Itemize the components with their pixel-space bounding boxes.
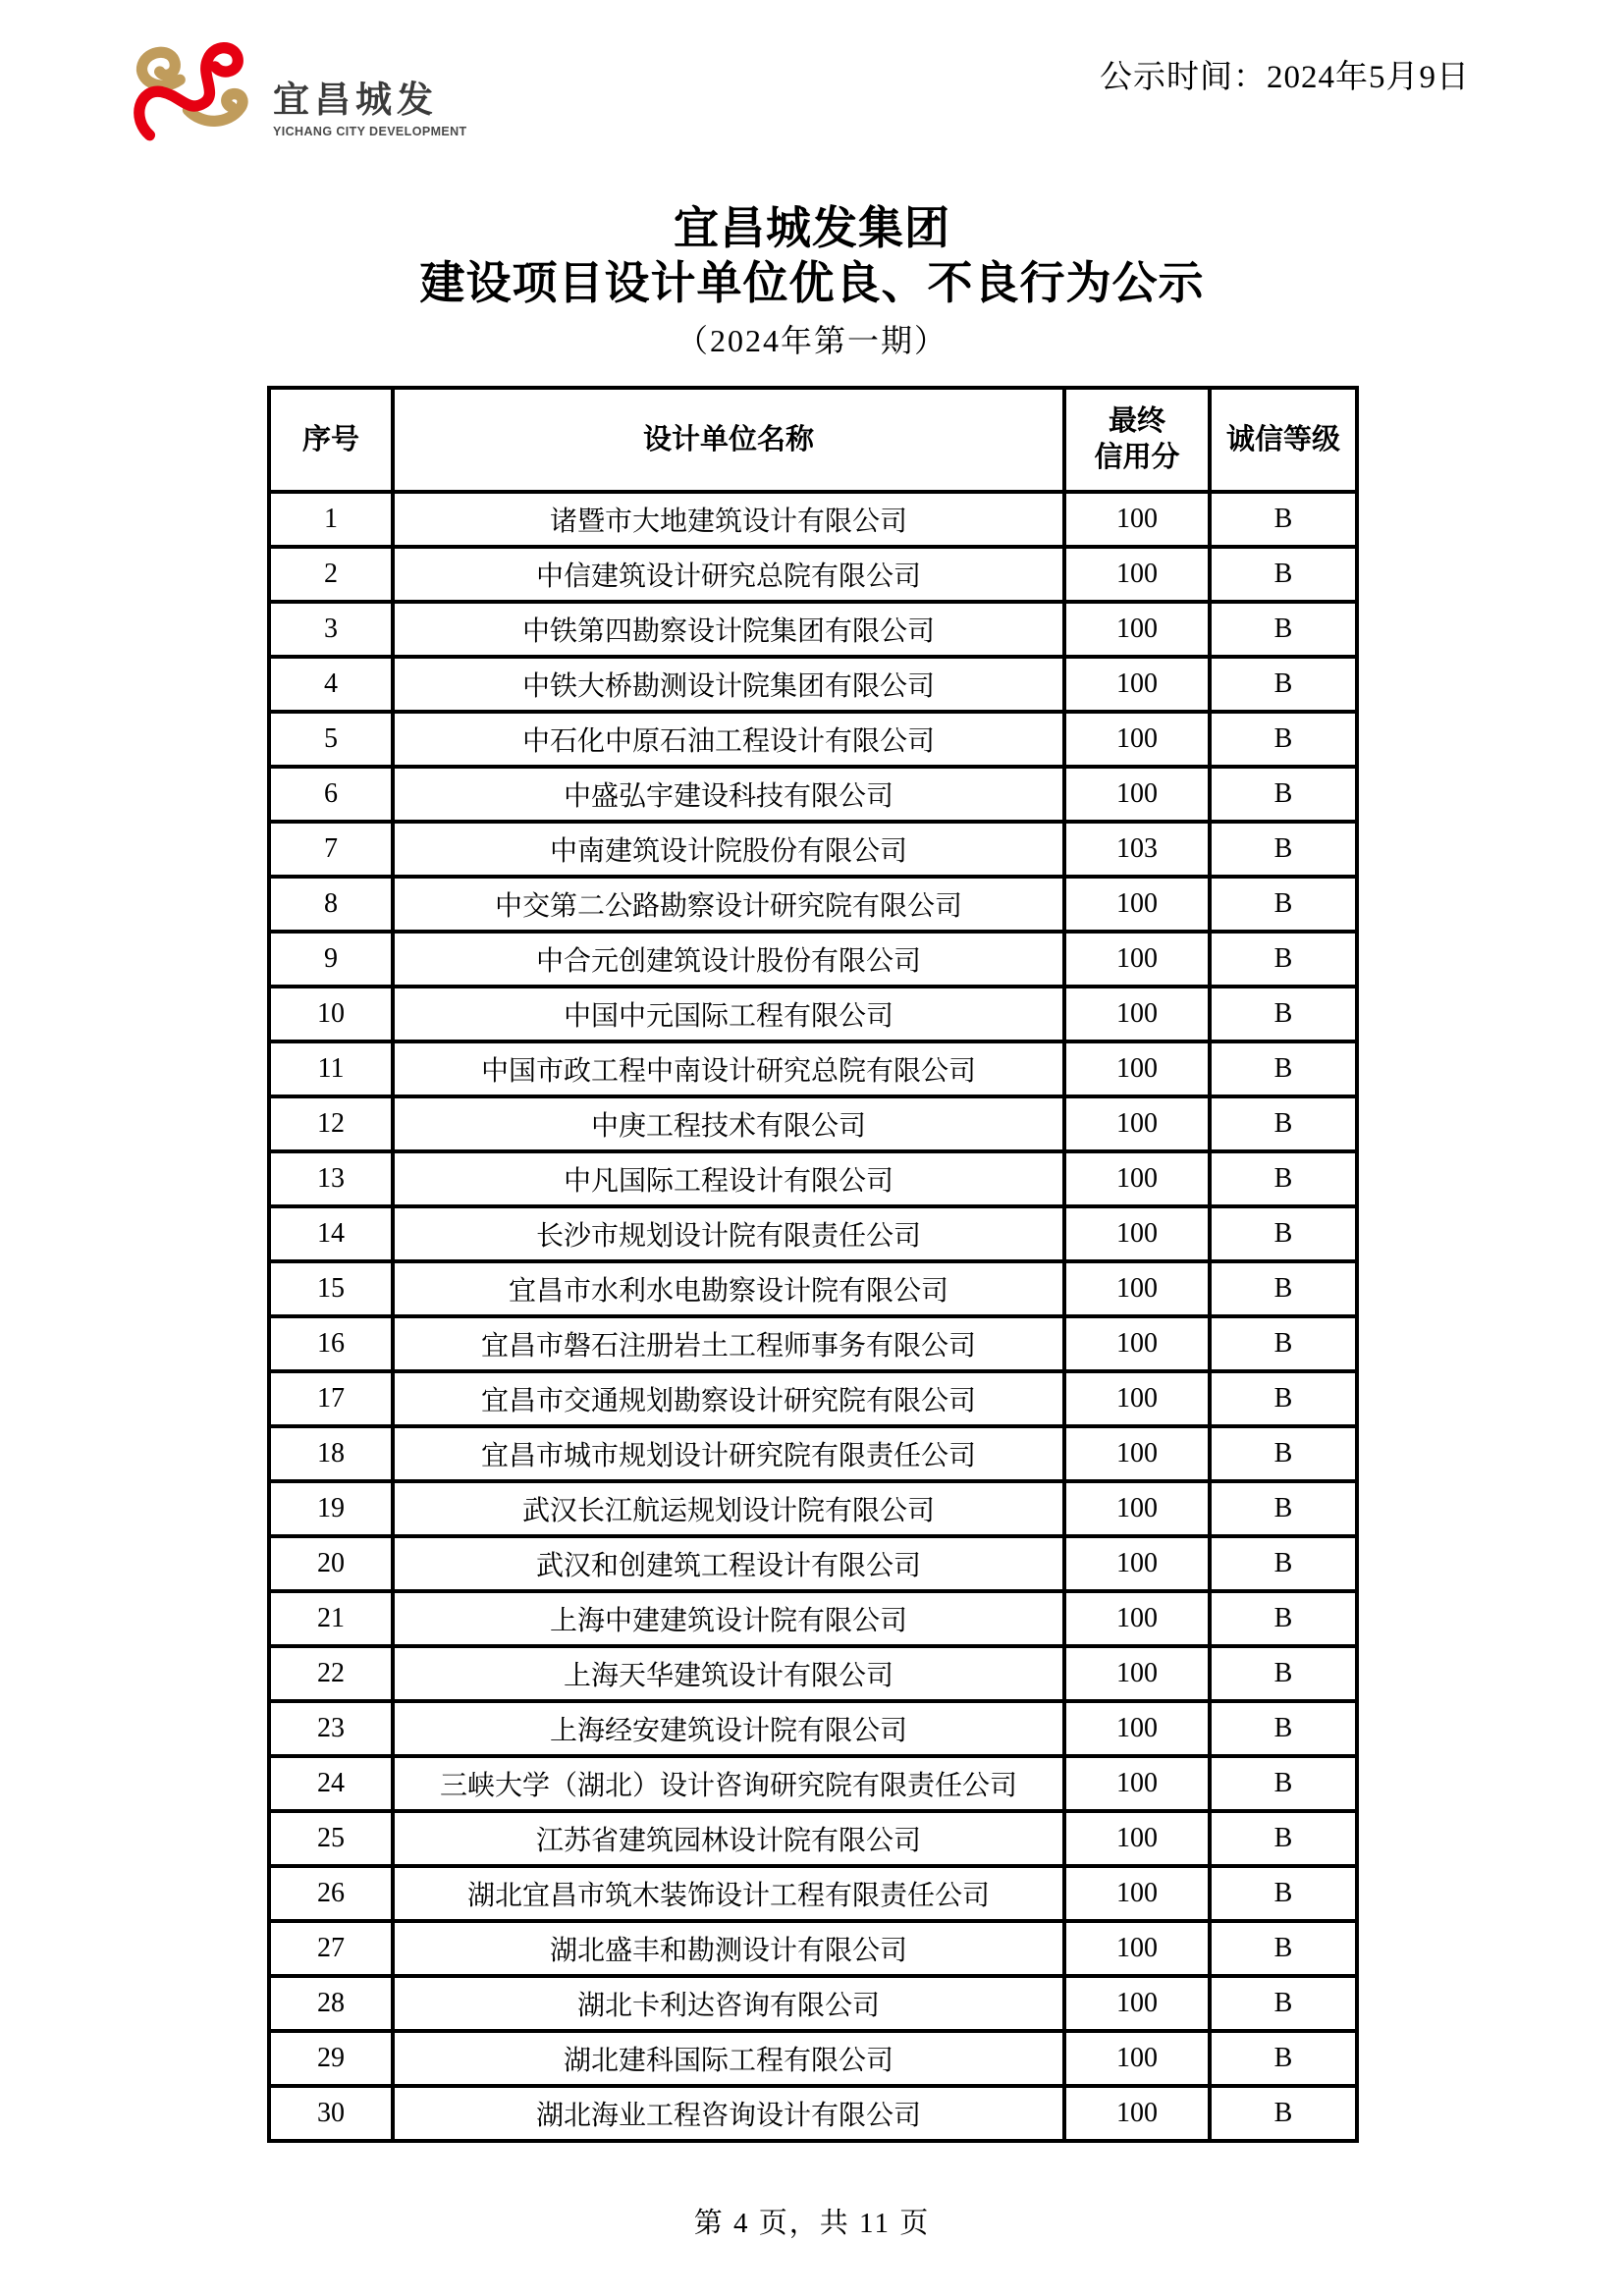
table-row — [269, 1591, 1357, 1646]
title-subject: 建设项目设计单位优良、不良行为公示 — [419, 258, 1205, 308]
company-name: 宜昌市水利水电勘察设计院有限公司 — [393, 1261, 1064, 1316]
credit-grade: B — [1210, 822, 1357, 877]
credit-grade: B — [1210, 1371, 1357, 1426]
table-row — [269, 712, 1357, 767]
row-index: 3 — [269, 602, 393, 657]
credit-score: 100 — [1064, 2031, 1210, 2086]
row-index: 1 — [269, 492, 393, 547]
company-name: 宜昌市磐石注册岩土工程师事务有限公司 — [393, 1316, 1064, 1371]
header-col-score — [1064, 388, 1210, 492]
row-index: 14 — [269, 1206, 393, 1261]
credit-grade: B — [1210, 1151, 1357, 1206]
credit-score: 100 — [1064, 1646, 1210, 1701]
company-name: 中国市政工程中南设计研究总院有限公司 — [393, 1041, 1064, 1096]
credit-score: 100 — [1064, 1151, 1210, 1206]
credit-score: 100 — [1064, 492, 1210, 547]
credit-grade: B — [1210, 932, 1357, 987]
logo-name-en: YICHANG CITY DEVELOPMENT — [273, 125, 467, 138]
table-row — [269, 1371, 1357, 1426]
header-col-index: 序号 — [269, 388, 393, 492]
credit-score: 100 — [1064, 1371, 1210, 1426]
credit-grade: B — [1210, 1921, 1357, 1976]
credit-grade: B — [1210, 1976, 1357, 2031]
credit-score: 100 — [1064, 712, 1210, 767]
credit-grade: B — [1210, 767, 1357, 822]
credit-score: 103 — [1064, 822, 1210, 877]
header-col-score-line2: 信用分 — [1094, 442, 1180, 473]
company-name: 中信建筑设计研究总院有限公司 — [393, 547, 1064, 602]
row-index: 13 — [269, 1151, 393, 1206]
credit-grade: B — [1210, 1646, 1357, 1701]
credit-grade: B — [1210, 1481, 1357, 1536]
row-index: 30 — [269, 2086, 393, 2141]
row-index: 19 — [269, 1481, 393, 1536]
credit-score: 100 — [1064, 602, 1210, 657]
credit-grade: B — [1210, 657, 1357, 712]
company-name: 中合元创建筑设计股份有限公司 — [393, 932, 1064, 987]
table-row — [269, 657, 1357, 712]
company-name: 诸暨市大地建筑设计有限公司 — [393, 492, 1064, 547]
credit-score: 100 — [1064, 1921, 1210, 1976]
table-row — [269, 1646, 1357, 1701]
credit-grade: B — [1210, 1866, 1357, 1921]
credit-score: 100 — [1064, 1481, 1210, 1536]
table-row — [269, 1151, 1357, 1206]
table-row — [269, 1866, 1357, 1921]
credit-score: 100 — [1064, 2086, 1210, 2141]
credit-grade: B — [1210, 1536, 1357, 1591]
credit-rating-table — [267, 386, 1359, 2143]
table-row — [269, 822, 1357, 877]
credit-grade: B — [1210, 1426, 1357, 1481]
company-name: 中盛弘宇建设科技有限公司 — [393, 767, 1064, 822]
credit-grade: B — [1210, 602, 1357, 657]
row-index: 11 — [269, 1041, 393, 1096]
company-name: 江苏省建筑园林设计院有限公司 — [393, 1811, 1064, 1866]
table-row — [269, 1041, 1357, 1096]
company-name: 湖北盛丰和勘测设计有限公司 — [393, 1921, 1064, 1976]
credit-grade: B — [1210, 1591, 1357, 1646]
credit-score: 100 — [1064, 1261, 1210, 1316]
credit-grade: B — [1210, 1756, 1357, 1811]
row-index: 22 — [269, 1646, 393, 1701]
credit-score: 100 — [1064, 877, 1210, 932]
row-index: 5 — [269, 712, 393, 767]
company-name: 中凡国际工程设计有限公司 — [393, 1151, 1064, 1206]
logo-name-cn: 宜昌城发 — [273, 80, 438, 121]
row-index: 2 — [269, 547, 393, 602]
row-index: 18 — [269, 1426, 393, 1481]
table-row — [269, 2031, 1357, 2086]
page-number: 第 4 页，共 11 页 — [693, 2208, 931, 2239]
table-row — [269, 932, 1357, 987]
credit-grade: B — [1210, 877, 1357, 932]
credit-grade: B — [1210, 712, 1357, 767]
company-name: 中铁大桥勘测设计院集团有限公司 — [393, 657, 1064, 712]
credit-score: 100 — [1064, 1041, 1210, 1096]
credit-grade: B — [1210, 1096, 1357, 1151]
company-name: 武汉长江航运规划设计院有限公司 — [393, 1481, 1064, 1536]
credit-score: 100 — [1064, 1701, 1210, 1756]
row-index: 17 — [269, 1371, 393, 1426]
title-period: （2024年第一期） — [676, 323, 947, 358]
company-name: 上海天华建筑设计有限公司 — [393, 1646, 1064, 1701]
row-index: 4 — [269, 657, 393, 712]
document-title-block — [0, 201, 1624, 360]
company-logo-text — [273, 80, 528, 138]
company-name: 湖北海业工程咨询设计有限公司 — [393, 2086, 1064, 2141]
company-name: 中石化中原石油工程设计有限公司 — [393, 712, 1064, 767]
credit-grade: B — [1210, 2086, 1357, 2141]
credit-grade: B — [1210, 2031, 1357, 2086]
table-row — [269, 1811, 1357, 1866]
table-header — [269, 388, 1357, 492]
company-name: 湖北建科国际工程有限公司 — [393, 2031, 1064, 2086]
table-row — [269, 1921, 1357, 1976]
credit-grade: B — [1210, 987, 1357, 1041]
credit-grade: B — [1210, 1316, 1357, 1371]
table-row — [269, 1756, 1357, 1811]
table-row — [269, 1701, 1357, 1756]
row-index: 26 — [269, 1866, 393, 1921]
credit-score: 100 — [1064, 1811, 1210, 1866]
company-name: 上海中建建筑设计院有限公司 — [393, 1591, 1064, 1646]
credit-score: 100 — [1064, 1976, 1210, 2031]
row-index: 23 — [269, 1701, 393, 1756]
row-index: 16 — [269, 1316, 393, 1371]
header-col-name: 设计单位名称 — [393, 388, 1064, 492]
table-row — [269, 1096, 1357, 1151]
credit-grade: B — [1210, 1206, 1357, 1261]
credit-score: 100 — [1064, 1316, 1210, 1371]
row-index: 28 — [269, 1976, 393, 2031]
row-index: 27 — [269, 1921, 393, 1976]
table-row — [269, 492, 1357, 547]
table-row — [269, 1481, 1357, 1536]
credit-score: 100 — [1064, 987, 1210, 1041]
credit-grade: B — [1210, 1701, 1357, 1756]
company-name: 三峡大学（湖北）设计咨询研究院有限责任公司 — [393, 1756, 1064, 1811]
row-index: 24 — [269, 1756, 393, 1811]
table-row — [269, 987, 1357, 1041]
credit-grade: B — [1210, 547, 1357, 602]
company-name: 中庚工程技术有限公司 — [393, 1096, 1064, 1151]
company-name: 湖北卡利达咨询有限公司 — [393, 1976, 1064, 2031]
table-row — [269, 1976, 1357, 2031]
row-index: 7 — [269, 822, 393, 877]
table-row — [269, 2086, 1357, 2141]
publish-date: 公示时间：2024年5月9日 — [1100, 60, 1470, 95]
table-row — [269, 1426, 1357, 1481]
credit-table-body — [269, 492, 1357, 2141]
table-row — [269, 547, 1357, 602]
company-logo-knot-icon — [134, 35, 249, 141]
credit-score: 100 — [1064, 1536, 1210, 1591]
credit-grade: B — [1210, 1811, 1357, 1866]
row-index: 10 — [269, 987, 393, 1041]
credit-grade: B — [1210, 492, 1357, 547]
row-index: 12 — [269, 1096, 393, 1151]
company-name: 宜昌市交通规划勘察设计研究院有限公司 — [393, 1371, 1064, 1426]
header-col-grade: 诚信等级 — [1210, 388, 1357, 492]
credit-score: 100 — [1064, 547, 1210, 602]
table-header-row — [269, 388, 1357, 492]
credit-score: 100 — [1064, 657, 1210, 712]
row-index: 8 — [269, 877, 393, 932]
company-name: 武汉和创建筑工程设计有限公司 — [393, 1536, 1064, 1591]
company-name: 中南建筑设计院股份有限公司 — [393, 822, 1064, 877]
table-row — [269, 767, 1357, 822]
company-name: 上海经安建筑设计院有限公司 — [393, 1701, 1064, 1756]
row-index: 21 — [269, 1591, 393, 1646]
company-name: 中铁第四勘察设计院集团有限公司 — [393, 602, 1064, 657]
credit-score: 100 — [1064, 1756, 1210, 1811]
credit-score: 100 — [1064, 1591, 1210, 1646]
row-index: 6 — [269, 767, 393, 822]
table-row — [269, 1536, 1357, 1591]
credit-grade: B — [1210, 1261, 1357, 1316]
company-name: 宜昌市城市规划设计研究院有限责任公司 — [393, 1426, 1064, 1481]
header-col-score-line1: 最终 — [1108, 405, 1165, 437]
row-index: 25 — [269, 1811, 393, 1866]
company-name: 湖北宜昌市筑木装饰设计工程有限责任公司 — [393, 1866, 1064, 1921]
credit-score: 100 — [1064, 767, 1210, 822]
table-row — [269, 602, 1357, 657]
row-index: 29 — [269, 2031, 393, 2086]
credit-score: 100 — [1064, 932, 1210, 987]
table-row — [269, 1206, 1357, 1261]
credit-score: 100 — [1064, 1426, 1210, 1481]
title-company: 宜昌城发集团 — [674, 203, 950, 253]
row-index: 20 — [269, 1536, 393, 1591]
row-index: 9 — [269, 932, 393, 987]
credit-score: 100 — [1064, 1206, 1210, 1261]
credit-grade: B — [1210, 1041, 1357, 1096]
credit-score: 100 — [1064, 1096, 1210, 1151]
company-name: 中交第二公路勘察设计研究院有限公司 — [393, 877, 1064, 932]
table-row — [269, 1261, 1357, 1316]
table-row — [269, 1316, 1357, 1371]
credit-score: 100 — [1064, 1866, 1210, 1921]
row-index: 15 — [269, 1261, 393, 1316]
company-name: 中国中元国际工程有限公司 — [393, 987, 1064, 1041]
company-name: 长沙市规划设计院有限责任公司 — [393, 1206, 1064, 1261]
table-row — [269, 877, 1357, 932]
